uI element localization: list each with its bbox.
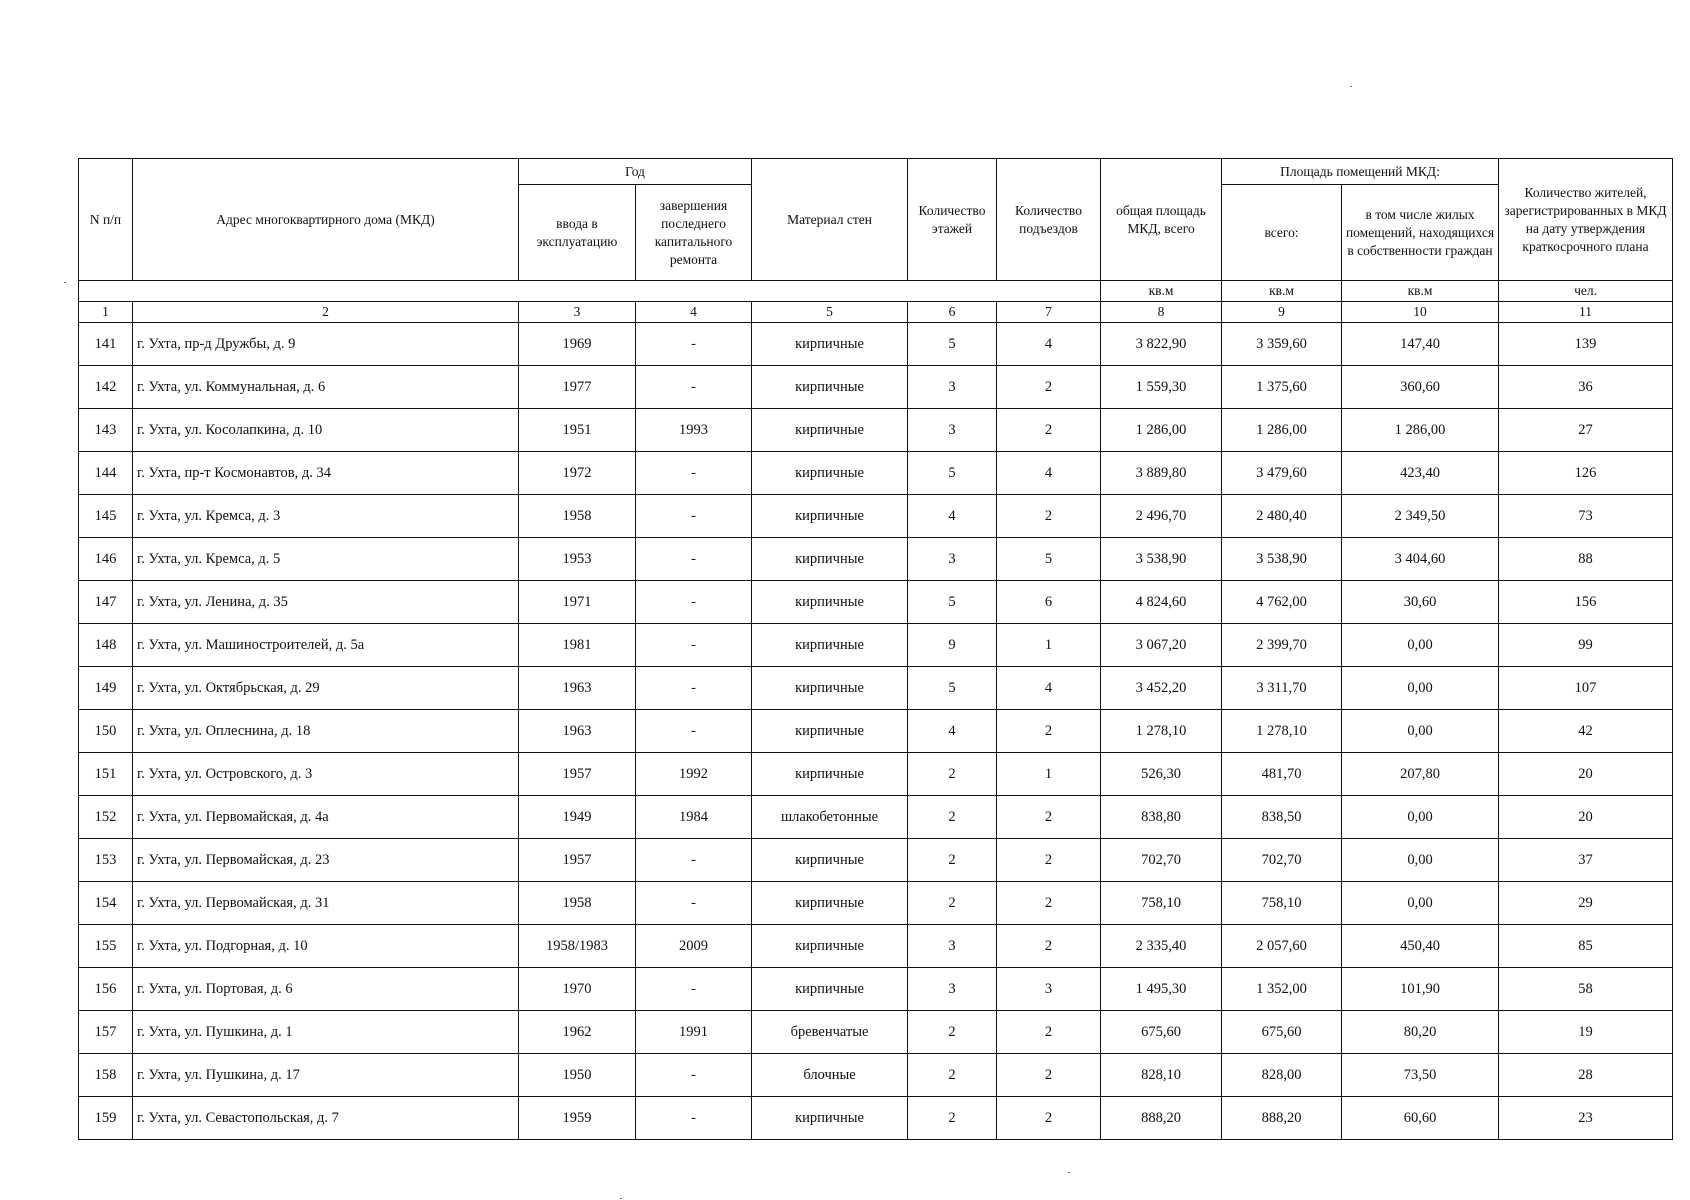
header-total-area: общая площадь МКД, всего: [1101, 159, 1222, 281]
cell-year-commission: 1958/1983: [519, 925, 636, 968]
cell-address: г. Ухта, ул. Портовая, д. 6: [133, 968, 519, 1011]
cell-address: г. Ухта, ул. Кремса, д. 3: [133, 495, 519, 538]
cell-year-commission: 1949: [519, 796, 636, 839]
cell-year-commission: 1958: [519, 495, 636, 538]
cell-num: 146: [79, 538, 133, 581]
cell-entrances: 2: [997, 1097, 1101, 1140]
cell-year-repair: -: [636, 538, 752, 581]
cell-year-repair: -: [636, 366, 752, 409]
column-number: 3: [519, 302, 636, 323]
cell-floors: 3: [908, 968, 997, 1011]
cell-premises-total: 675,60: [1222, 1011, 1342, 1054]
cell-residents: 85: [1499, 925, 1673, 968]
cell-floors: 2: [908, 839, 997, 882]
cell-wall-material: блочные: [752, 1054, 908, 1097]
column-number: 10: [1342, 302, 1499, 323]
table-row: [79, 796, 1673, 839]
cell-floors: 2: [908, 882, 997, 925]
cell-year-commission: 1977: [519, 366, 636, 409]
cell-premises-total: 838,50: [1222, 796, 1342, 839]
cell-address: г. Ухта, ул. Кремса, д. 5: [133, 538, 519, 581]
cell-num: 143: [79, 409, 133, 452]
cell-total-area: 758,10: [1101, 882, 1222, 925]
cell-total-area: 3 452,20: [1101, 667, 1222, 710]
unit-residential-owned: кв.м: [1342, 281, 1499, 302]
cell-total-area: 1 559,30: [1101, 366, 1222, 409]
cell-wall-material: кирпичные: [752, 581, 908, 624]
cell-address: г. Ухта, ул. Пушкина, д. 17: [133, 1054, 519, 1097]
table-row: [79, 1011, 1673, 1054]
cell-residential-owned: 2 349,50: [1342, 495, 1499, 538]
cell-year-repair: -: [636, 882, 752, 925]
cell-residents: 42: [1499, 710, 1673, 753]
header-premises-total: всего:: [1222, 185, 1342, 281]
cell-num: 155: [79, 925, 133, 968]
column-number: 7: [997, 302, 1101, 323]
cell-total-area: 3 067,20: [1101, 624, 1222, 667]
cell-residential-owned: 30,60: [1342, 581, 1499, 624]
cell-num: 142: [79, 366, 133, 409]
cell-address: г. Ухта, пр-т Космонавтов, д. 34: [133, 452, 519, 495]
cell-residents: 28: [1499, 1054, 1673, 1097]
cell-entrances: 6: [997, 581, 1101, 624]
cell-floors: 3: [908, 366, 997, 409]
table-row: [79, 925, 1673, 968]
housing-table: [78, 158, 1673, 1140]
cell-num: 158: [79, 1054, 133, 1097]
unit-total-area: кв.м: [1101, 281, 1222, 302]
cell-year-commission: 1959: [519, 1097, 636, 1140]
cell-address: г. Ухта, ул. Первомайская, д. 23: [133, 839, 519, 882]
header-year-commission: ввода в эксплуатацию: [519, 185, 636, 281]
header-year-repair: завершения последнего капитального ремонта: [636, 185, 752, 281]
cell-floors: 3: [908, 409, 997, 452]
cell-num: 157: [79, 1011, 133, 1054]
cell-residential-owned: 360,60: [1342, 366, 1499, 409]
cell-year-commission: 1981: [519, 624, 636, 667]
cell-premises-total: 1 352,00: [1222, 968, 1342, 1011]
header-wall-material: Материал стен: [752, 159, 908, 281]
cell-premises-total: 828,00: [1222, 1054, 1342, 1097]
cell-residential-owned: 0,00: [1342, 796, 1499, 839]
cell-residential-owned: 0,00: [1342, 710, 1499, 753]
cell-residential-owned: 1 286,00: [1342, 409, 1499, 452]
table-row: [79, 581, 1673, 624]
unit-residents: чел.: [1499, 281, 1673, 302]
cell-address: г. Ухта, ул. Первомайская, д. 4а: [133, 796, 519, 839]
cell-residential-owned: 0,00: [1342, 624, 1499, 667]
cell-premises-total: 702,70: [1222, 839, 1342, 882]
column-number: 8: [1101, 302, 1222, 323]
cell-year-commission: 1963: [519, 710, 636, 753]
cell-entrances: 2: [997, 710, 1101, 753]
cell-year-repair: 1992: [636, 753, 752, 796]
column-number-row: [79, 302, 1673, 323]
cell-address: г. Ухта, ул. Коммунальная, д. 6: [133, 366, 519, 409]
column-number: 2: [133, 302, 519, 323]
cell-wall-material: бревенчатые: [752, 1011, 908, 1054]
cell-year-commission: 1958: [519, 882, 636, 925]
column-number: 9: [1222, 302, 1342, 323]
cell-entrances: 4: [997, 323, 1101, 366]
table-row: [79, 753, 1673, 796]
cell-wall-material: кирпичные: [752, 624, 908, 667]
cell-wall-material: кирпичные: [752, 710, 908, 753]
cell-year-repair: 2009: [636, 925, 752, 968]
cell-num: 150: [79, 710, 133, 753]
cell-year-commission: 1957: [519, 839, 636, 882]
table-header: [79, 159, 1673, 323]
cell-year-commission: 1972: [519, 452, 636, 495]
cell-address: г. Ухта, ул. Оплеснина, д. 18: [133, 710, 519, 753]
cell-total-area: 838,80: [1101, 796, 1222, 839]
cell-entrances: 2: [997, 925, 1101, 968]
cell-residential-owned: 147,40: [1342, 323, 1499, 366]
cell-num: 149: [79, 667, 133, 710]
cell-residential-owned: 3 404,60: [1342, 538, 1499, 581]
cell-residential-owned: 101,90: [1342, 968, 1499, 1011]
cell-address: г. Ухта, ул. Пушкина, д. 1: [133, 1011, 519, 1054]
table-row: [79, 366, 1673, 409]
table-row: [79, 839, 1673, 882]
cell-residents: 126: [1499, 452, 1673, 495]
cell-floors: 2: [908, 796, 997, 839]
cell-year-repair: 1993: [636, 409, 752, 452]
cell-floors: 9: [908, 624, 997, 667]
table-row: [79, 1097, 1673, 1140]
cell-residents: 37: [1499, 839, 1673, 882]
cell-year-commission: 1971: [519, 581, 636, 624]
cell-total-area: 2 496,70: [1101, 495, 1222, 538]
cell-entrances: 1: [997, 753, 1101, 796]
cell-residents: 58: [1499, 968, 1673, 1011]
cell-year-repair: -: [636, 667, 752, 710]
column-number: 4: [636, 302, 752, 323]
cell-residents: 139: [1499, 323, 1673, 366]
cell-total-area: 888,20: [1101, 1097, 1222, 1140]
header-floors: Количество этажей: [908, 159, 997, 281]
header-address: Адрес многоквартирного дома (МКД): [133, 159, 519, 281]
table-row: [79, 452, 1673, 495]
column-number: 1: [79, 302, 133, 323]
cell-residents: 27: [1499, 409, 1673, 452]
cell-entrances: 4: [997, 667, 1101, 710]
cell-residents: 36: [1499, 366, 1673, 409]
column-number: 11: [1499, 302, 1673, 323]
cell-total-area: 3 889,80: [1101, 452, 1222, 495]
cell-residents: 23: [1499, 1097, 1673, 1140]
cell-premises-total: 1 286,00: [1222, 409, 1342, 452]
cell-num: 147: [79, 581, 133, 624]
units-spacer: [79, 281, 1101, 302]
table-row: [79, 538, 1673, 581]
cell-premises-total: 2 480,40: [1222, 495, 1342, 538]
cell-total-area: 3 538,90: [1101, 538, 1222, 581]
cell-year-repair: -: [636, 452, 752, 495]
cell-year-commission: 1957: [519, 753, 636, 796]
cell-num: 159: [79, 1097, 133, 1140]
header-entrances: Количество подъездов: [997, 159, 1101, 281]
cell-premises-total: 3 538,90: [1222, 538, 1342, 581]
header-premises-group: Площадь помещений МКД:: [1222, 159, 1499, 185]
cell-premises-total: 1 278,10: [1222, 710, 1342, 753]
cell-floors: 5: [908, 581, 997, 624]
cell-entrances: 2: [997, 409, 1101, 452]
cell-num: 153: [79, 839, 133, 882]
header-residents: Количество жителей, зарегистрированных в МКД на дату утверждения краткосрочного плана: [1499, 159, 1673, 281]
cell-residential-owned: 80,20: [1342, 1011, 1499, 1054]
cell-floors: 2: [908, 753, 997, 796]
cell-residents: 29: [1499, 882, 1673, 925]
cell-address: г. Ухта, ул. Подгорная, д. 10: [133, 925, 519, 968]
cell-total-area: 828,10: [1101, 1054, 1222, 1097]
table-row: [79, 323, 1673, 366]
cell-residents: 107: [1499, 667, 1673, 710]
cell-num: 144: [79, 452, 133, 495]
cell-wall-material: кирпичные: [752, 753, 908, 796]
cell-wall-material: кирпичные: [752, 538, 908, 581]
cell-wall-material: шлакобетонные: [752, 796, 908, 839]
cell-floors: 4: [908, 710, 997, 753]
cell-entrances: 2: [997, 882, 1101, 925]
unit-premises-total: кв.м: [1222, 281, 1342, 302]
cell-residential-owned: 450,40: [1342, 925, 1499, 968]
cell-residents: 73: [1499, 495, 1673, 538]
cell-entrances: 2: [997, 1054, 1101, 1097]
table-row: [79, 667, 1673, 710]
table-row: [79, 710, 1673, 753]
cell-wall-material: кирпичные: [752, 1097, 908, 1140]
cell-year-commission: 1969: [519, 323, 636, 366]
cell-floors: 5: [908, 667, 997, 710]
cell-year-repair: 1991: [636, 1011, 752, 1054]
cell-address: г. Ухта, ул. Октябрьская, д. 29: [133, 667, 519, 710]
header-residential-owned: в том числе жилых помещений, находящихся в собственности граждан: [1342, 185, 1499, 281]
column-number: 5: [752, 302, 908, 323]
document-page: [78, 158, 1673, 1140]
cell-year-repair: -: [636, 495, 752, 538]
cell-entrances: 1: [997, 624, 1101, 667]
cell-year-commission: 1963: [519, 667, 636, 710]
table-body: [79, 323, 1673, 1140]
cell-floors: 4: [908, 495, 997, 538]
cell-num: 151: [79, 753, 133, 796]
cell-premises-total: 4 762,00: [1222, 581, 1342, 624]
cell-residential-owned: 0,00: [1342, 882, 1499, 925]
cell-address: г. Ухта, пр-д Дружбы, д. 9: [133, 323, 519, 366]
cell-year-repair: -: [636, 839, 752, 882]
cell-num: 156: [79, 968, 133, 1011]
cell-address: г. Ухта, ул. Машиностроителей, д. 5а: [133, 624, 519, 667]
cell-residential-owned: 423,40: [1342, 452, 1499, 495]
cell-residents: 99: [1499, 624, 1673, 667]
cell-total-area: 702,70: [1101, 839, 1222, 882]
cell-residents: 20: [1499, 753, 1673, 796]
cell-entrances: 2: [997, 366, 1101, 409]
cell-residential-owned: 0,00: [1342, 839, 1499, 882]
cell-year-repair: -: [636, 1097, 752, 1140]
cell-year-repair: -: [636, 968, 752, 1011]
cell-address: г. Ухта, ул. Первомайская, д. 31: [133, 882, 519, 925]
cell-floors: 2: [908, 1097, 997, 1140]
cell-total-area: 1 495,30: [1101, 968, 1222, 1011]
column-number: 6: [908, 302, 997, 323]
table-row: [79, 495, 1673, 538]
cell-year-commission: 1970: [519, 968, 636, 1011]
table-row: [79, 624, 1673, 667]
cell-total-area: 1 286,00: [1101, 409, 1222, 452]
cell-year-commission: 1951: [519, 409, 636, 452]
cell-year-repair: -: [636, 581, 752, 624]
cell-entrances: 4: [997, 452, 1101, 495]
cell-wall-material: кирпичные: [752, 968, 908, 1011]
cell-premises-total: 481,70: [1222, 753, 1342, 796]
cell-year-repair: -: [636, 624, 752, 667]
cell-wall-material: кирпичные: [752, 839, 908, 882]
cell-residential-owned: 207,80: [1342, 753, 1499, 796]
cell-total-area: 2 335,40: [1101, 925, 1222, 968]
cell-num: 148: [79, 624, 133, 667]
cell-residential-owned: 73,50: [1342, 1054, 1499, 1097]
cell-year-repair: -: [636, 323, 752, 366]
cell-premises-total: 2 399,70: [1222, 624, 1342, 667]
cell-year-commission: 1962: [519, 1011, 636, 1054]
cell-floors: 3: [908, 538, 997, 581]
table-row: [79, 409, 1673, 452]
cell-address: г. Ухта, ул. Севастопольская, д. 7: [133, 1097, 519, 1140]
cell-entrances: 2: [997, 1011, 1101, 1054]
cell-premises-total: 2 057,60: [1222, 925, 1342, 968]
cell-floors: 5: [908, 323, 997, 366]
cell-address: г. Ухта, ул. Островского, д. 3: [133, 753, 519, 796]
header-year-group: Год: [519, 159, 752, 185]
cell-floors: 2: [908, 1054, 997, 1097]
cell-residents: 19: [1499, 1011, 1673, 1054]
cell-total-area: 1 278,10: [1101, 710, 1222, 753]
table-row: [79, 968, 1673, 1011]
cell-year-commission: 1953: [519, 538, 636, 581]
cell-year-repair: -: [636, 710, 752, 753]
cell-entrances: 2: [997, 796, 1101, 839]
cell-year-repair: 1984: [636, 796, 752, 839]
cell-num: 154: [79, 882, 133, 925]
header-num: N п/п: [79, 159, 133, 281]
cell-year-repair: -: [636, 1054, 752, 1097]
table-row: [79, 1054, 1673, 1097]
cell-wall-material: кирпичные: [752, 323, 908, 366]
cell-wall-material: кирпичные: [752, 495, 908, 538]
cell-total-area: 4 824,60: [1101, 581, 1222, 624]
cell-floors: 3: [908, 925, 997, 968]
cell-wall-material: кирпичные: [752, 925, 908, 968]
cell-residential-owned: 60,60: [1342, 1097, 1499, 1140]
cell-wall-material: кирпичные: [752, 366, 908, 409]
cell-premises-total: 888,20: [1222, 1097, 1342, 1140]
cell-entrances: 5: [997, 538, 1101, 581]
cell-floors: 5: [908, 452, 997, 495]
cell-wall-material: кирпичные: [752, 452, 908, 495]
cell-residents: 156: [1499, 581, 1673, 624]
cell-residential-owned: 0,00: [1342, 667, 1499, 710]
cell-num: 145: [79, 495, 133, 538]
cell-premises-total: 1 375,60: [1222, 366, 1342, 409]
cell-residents: 20: [1499, 796, 1673, 839]
cell-residents: 88: [1499, 538, 1673, 581]
cell-address: г. Ухта, ул. Косолапкина, д. 10: [133, 409, 519, 452]
cell-entrances: 3: [997, 968, 1101, 1011]
table-row: [79, 882, 1673, 925]
cell-total-area: 526,30: [1101, 753, 1222, 796]
cell-year-commission: 1950: [519, 1054, 636, 1097]
cell-wall-material: кирпичные: [752, 409, 908, 452]
cell-address: г. Ухта, ул. Ленина, д. 35: [133, 581, 519, 624]
cell-wall-material: кирпичные: [752, 882, 908, 925]
cell-entrances: 2: [997, 839, 1101, 882]
cell-num: 141: [79, 323, 133, 366]
cell-premises-total: 3 359,60: [1222, 323, 1342, 366]
cell-premises-total: 758,10: [1222, 882, 1342, 925]
cell-entrances: 2: [997, 495, 1101, 538]
cell-wall-material: кирпичные: [752, 667, 908, 710]
cell-total-area: 3 822,90: [1101, 323, 1222, 366]
cell-total-area: 675,60: [1101, 1011, 1222, 1054]
cell-premises-total: 3 479,60: [1222, 452, 1342, 495]
cell-floors: 2: [908, 1011, 997, 1054]
cell-premises-total: 3 311,70: [1222, 667, 1342, 710]
cell-num: 152: [79, 796, 133, 839]
